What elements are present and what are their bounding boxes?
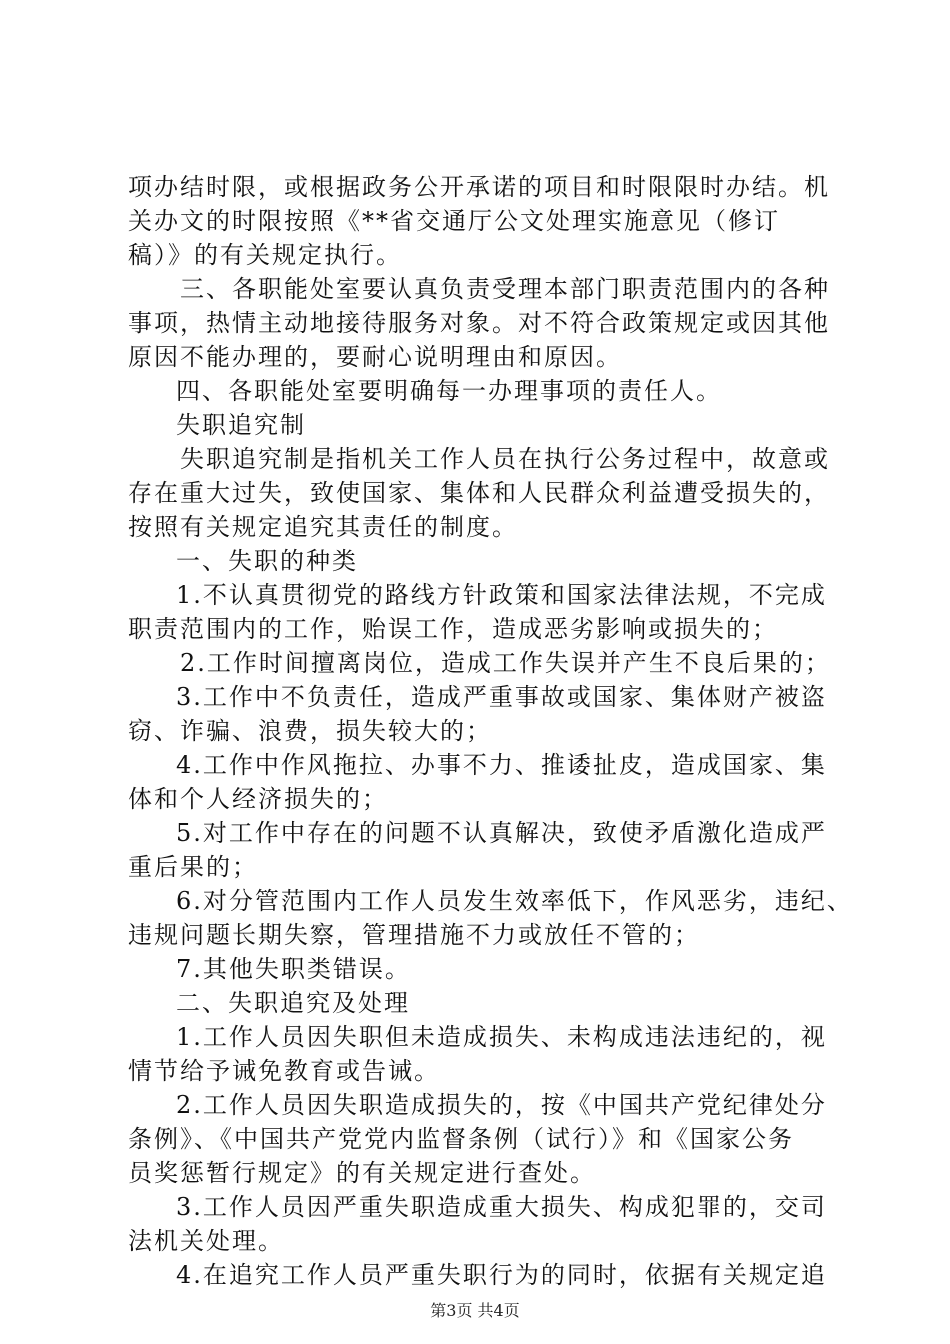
page-number-footer: 第3页 共4页 — [430, 1301, 520, 1320]
text-line: 4.工作中作风拖拉、办事不力、推诿扯皮，造成国家、集 — [176, 751, 827, 779]
text-line: 6.对分管范围内工作人员发生效率低下，作风恶劣，违纪、 — [176, 887, 853, 915]
subsection-heading: 二、失职追究及处理 — [176, 989, 410, 1017]
section-heading: 失职追究制 — [176, 411, 306, 439]
text-line: 体和个人经济损失的； — [128, 785, 388, 813]
text-line: 稿）》的有关规定执行。 — [128, 241, 402, 269]
text-line: 3.工作中不负责任，造成严重事故或国家、集体财产被盗 — [176, 683, 827, 711]
text-line: 2.工作时间擅离岗位，造成工作失误并产生不良后果的； — [180, 649, 831, 677]
text-line: 员奖惩暂行规定》的有关规定进行查处。 — [128, 1159, 596, 1187]
text-line: 职责范围内的工作，贻误工作，造成恶劣影响或损失的； — [128, 615, 778, 643]
text-line: 窃、诈骗、浪费，损失较大的； — [128, 717, 492, 745]
text-line: 三、各职能处室要认真负责受理本部门职责范围内的各种 — [180, 275, 830, 303]
text-line: 关办文的时限按照《**省交通厅公文处理实施意见（修订 — [128, 207, 780, 235]
text-line: 1.工作人员因失职但未造成损失、未构成违法违纪的，视 — [176, 1023, 827, 1051]
text-line: 1.不认真贯彻党的路线方针政策和国家法律法规，不完成 — [176, 581, 827, 609]
text-line: 2.工作人员因失职造成损失的，按《中国共产党纪律处分 — [176, 1091, 827, 1119]
text-line: 失职追究制是指机关工作人员在执行公务过程中，故意或 — [180, 445, 830, 473]
text-line: 原因不能办理的，要耐心说明理由和原因。 — [128, 343, 622, 371]
subsection-heading: 一、失职的种类 — [176, 547, 358, 575]
text-line: 重后果的； — [128, 853, 258, 881]
text-line: 事项，热情主动地接待服务对象。对不符合政策规定或因其他 — [128, 309, 830, 337]
text-line: 7.其他失职类错误。 — [176, 955, 411, 983]
text-line: 4.在追究工作人员严重失职行为的同时，依据有关规定追 — [176, 1261, 827, 1289]
document-body — [128, 170, 853, 1292]
text-line: 存在重大过失，致使国家、集体和人民群众利益遭受损失的， — [128, 479, 830, 507]
text-line: 情节给予诫免教育或告诫。 — [128, 1057, 440, 1085]
text-line: 违规问题长期失察，管理措施不力或放任不管的； — [128, 921, 700, 949]
text-line: 5.对工作中存在的问题不认真解决，致使矛盾激化造成严 — [176, 819, 827, 847]
text-line: 项办结时限，或根据政务公开承诺的项目和时限限时办结。机 — [128, 173, 830, 201]
text-line: 条例》、《中国共产党党内监督条例（试行）》和《国家公务 — [128, 1125, 794, 1153]
text-line: 四、各职能处室要明确每一办理事项的责任人。 — [176, 377, 722, 405]
text-line: 法机关处理。 — [128, 1227, 284, 1255]
text-line: 3.工作人员因严重失职造成重大损失、构成犯罪的，交司 — [176, 1193, 827, 1221]
text-line: 按照有关规定追究其责任的制度。 — [128, 513, 518, 541]
